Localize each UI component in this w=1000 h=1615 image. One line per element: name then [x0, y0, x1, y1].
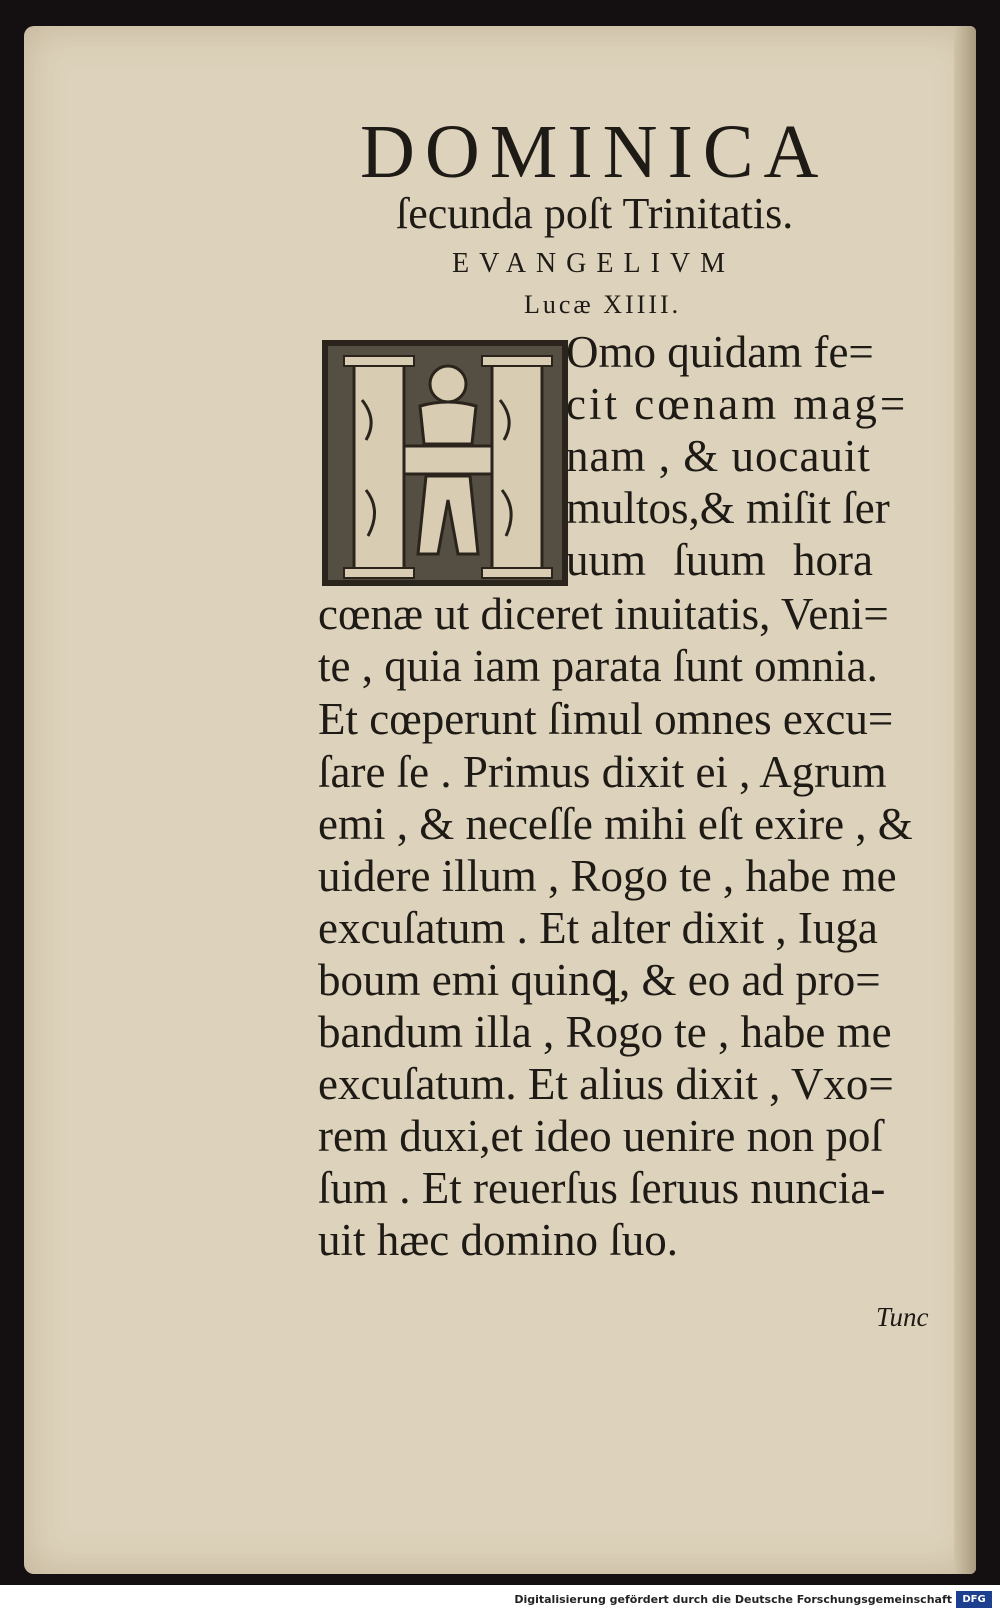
footer-credit: Digitalisierung gefördert durch die Deutsche Forschungsgemeinschaft [514, 1593, 952, 1606]
text-line: excuſatum. Et alius dixit , Vxo= [318, 1059, 894, 1109]
text-line: boum emi quinꝗ, & eo ad pro= [318, 955, 881, 1005]
text-line: ſum . Et reuerſus ſeruus nuncia- [318, 1163, 886, 1213]
text-line: cœnæ ut diceret inuitatis, Veni= [318, 589, 889, 639]
text-line: ſare ſe . Primus dixit ei , Agrum [318, 747, 887, 797]
scripture-reference: Lucæ XIIII. [524, 290, 682, 319]
text-line: uit hæc domino ſuo. [318, 1215, 678, 1265]
text-line: emi , & neceſſe mihi eſt exire , & [318, 799, 913, 849]
section-heading: EVANGELIVM [452, 248, 736, 279]
text-line: te , quia iam parata ſunt omnia. [318, 641, 878, 691]
text-line: excuſatum . Et alter dixit , Iuga [318, 903, 878, 953]
catchword: Tunc [876, 1302, 929, 1332]
page-subtitle: ſecunda poſt Trinitatis. [396, 189, 794, 238]
text-line: bandum illa , Rogo te , habe me [318, 1007, 892, 1057]
text-line: uum ſuum hora [566, 535, 873, 585]
text-line: Et cœperunt ſimul omnes excu= [318, 694, 894, 744]
page-title: DOMINICA [360, 110, 829, 194]
text-line: Omo quidam fe= [566, 327, 874, 377]
text-line: uidere illum , Rogo te , habe me [318, 851, 897, 901]
footer-bar [0, 1585, 1000, 1615]
text-line: cit cœnam mag= [566, 379, 909, 429]
text-line: rem duxi,et ideo uenire non poſ [318, 1111, 883, 1161]
text-line: multos,& miſit ſer [566, 483, 890, 533]
dfg-logo: DFG [956, 1591, 992, 1608]
text-line: nam , & uocauit [566, 431, 871, 481]
